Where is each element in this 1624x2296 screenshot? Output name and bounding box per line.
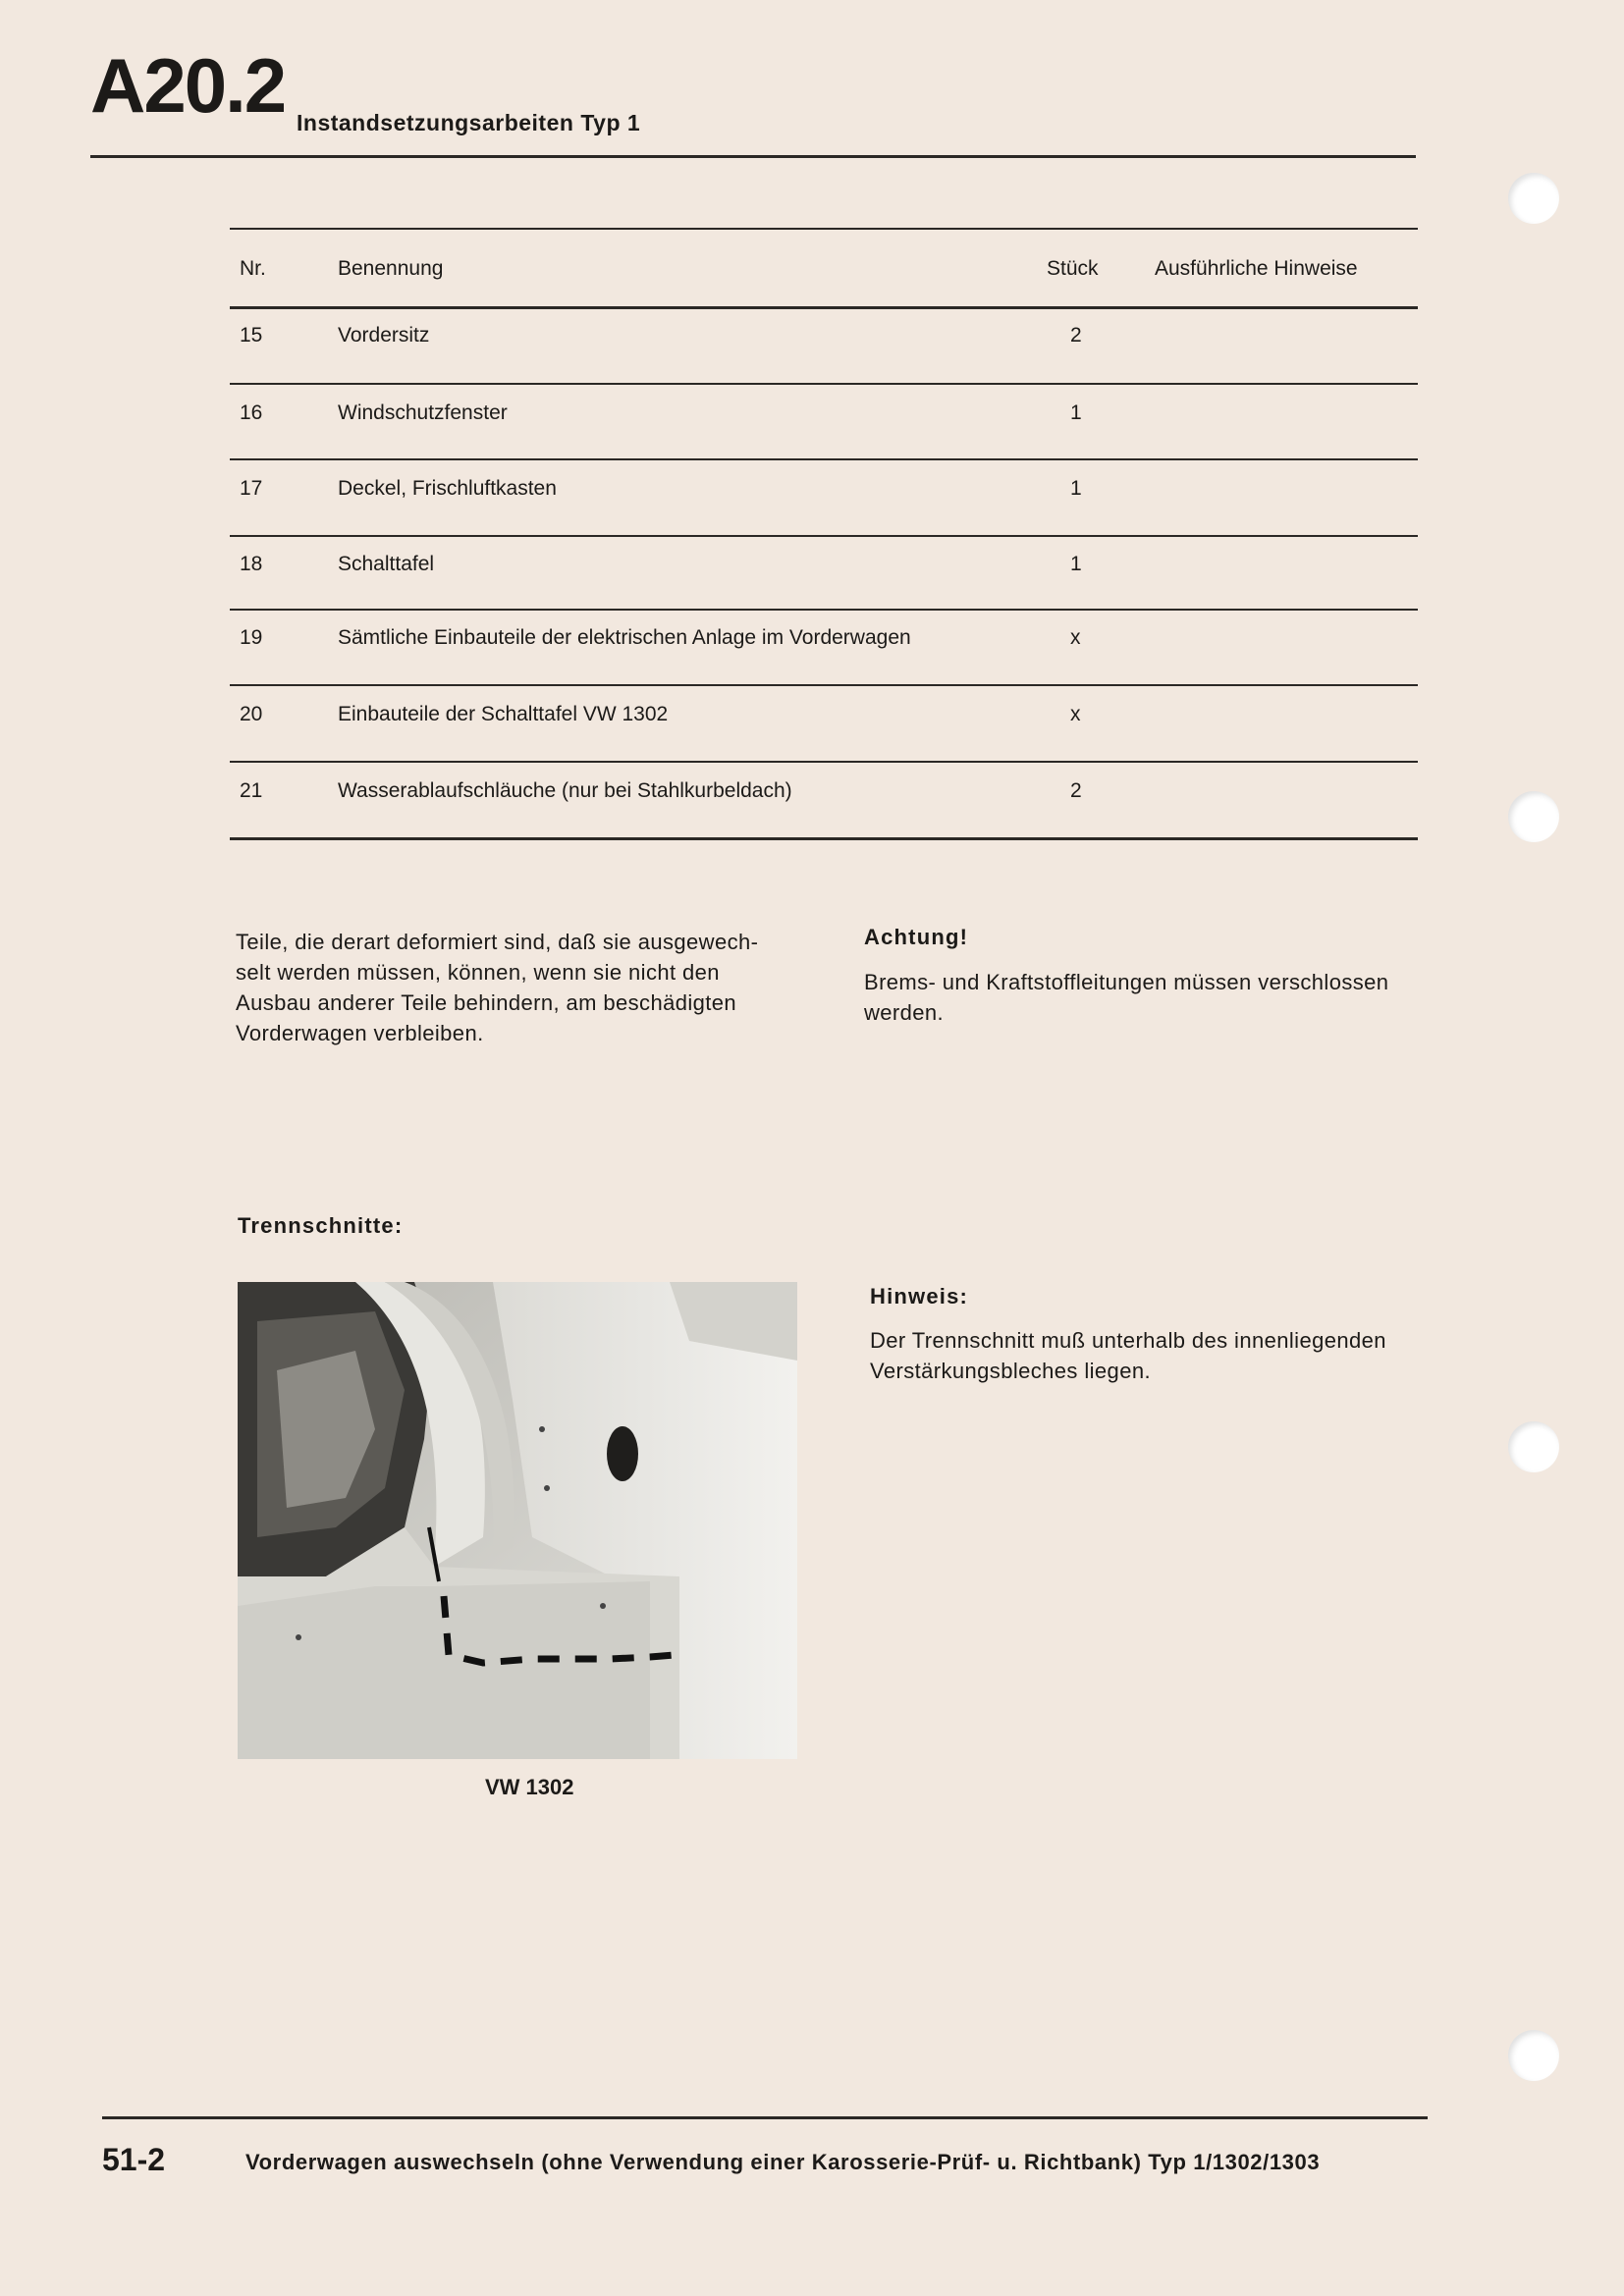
row-name: Schalttafel	[338, 553, 435, 575]
header-rule	[90, 155, 1416, 158]
section-code: A20.2	[90, 42, 286, 129]
row-name: Vordersitz	[338, 324, 430, 347]
column-header-hinweise: Ausführliche Hinweise	[1155, 257, 1358, 280]
row-divider	[230, 609, 1418, 611]
row-divider	[230, 383, 1418, 385]
note-line: Ausbau anderer Teile behindern, am beschädigten	[236, 990, 737, 1015]
note-line: Teile, die derart deformiert sind, daß sie ausgewech-	[236, 930, 759, 954]
row-nr: 17	[240, 477, 263, 500]
hinweis-line: Der Trennschnitt muß unterhalb des innenliegenden	[870, 1328, 1386, 1353]
row-nr: 16	[240, 401, 263, 424]
row-name: Sämtliche Einbauteile der elektrischen Anlage im Vorderwagen	[338, 626, 911, 649]
hinweis-heading: Hinweis:	[870, 1284, 969, 1308]
row-divider	[230, 458, 1418, 460]
row-qty: x	[1070, 703, 1081, 725]
row-name: Wasserablaufschläuche (nur bei Stahlkurbeldach)	[338, 779, 792, 802]
table-header-rule	[230, 306, 1418, 309]
achtung-heading: Achtung!	[864, 925, 969, 949]
column-header-stueck: Stück	[1047, 257, 1099, 280]
footer-rule	[102, 2116, 1428, 2119]
row-qty: 2	[1070, 324, 1082, 347]
page-number: 51-2	[102, 2142, 166, 2177]
row-nr: 20	[240, 703, 263, 725]
photo-vw1302-cut-line	[238, 1282, 797, 1759]
note-line: selt werden müssen, können, wenn sie nicht den	[236, 960, 720, 985]
photo-caption: VW 1302	[485, 1775, 574, 1799]
section-title: Instandsetzungsarbeiten Typ 1	[297, 110, 641, 135]
row-nr: 19	[240, 626, 263, 649]
footer-title: Vorderwagen auswechseln (ohne Verwendung einer Karosserie-Prüf- u. Richtbank) Typ 1/1302/1303	[245, 2150, 1321, 2174]
achtung-line: Brems- und Kraftstoffleitungen müssen verschlossen	[864, 970, 1389, 994]
row-divider	[230, 684, 1418, 686]
achtung-text	[864, 967, 1434, 1028]
binder-hole	[1508, 1421, 1559, 1472]
row-nr: 21	[240, 779, 263, 802]
achtung-line: werden.	[864, 1000, 945, 1025]
row-divider	[230, 761, 1418, 763]
hinweis-line: Verstärkungsbleches liegen.	[870, 1359, 1151, 1383]
row-divider	[230, 535, 1418, 537]
trennschnitte-heading: Trennschnitte:	[238, 1213, 404, 1238]
row-qty: 1	[1070, 553, 1082, 575]
row-qty: 1	[1070, 477, 1082, 500]
hinweis-text	[870, 1325, 1439, 1386]
row-name: Einbauteile der Schalttafel VW 1302	[338, 703, 669, 725]
column-header-benennung: Benennung	[338, 257, 444, 280]
row-qty: 2	[1070, 779, 1082, 802]
deformed-parts-note	[236, 927, 795, 1048]
row-qty: x	[1070, 626, 1081, 649]
table-top-rule	[230, 228, 1418, 230]
table-bottom-rule	[230, 837, 1418, 840]
column-header-nr: Nr.	[240, 257, 266, 280]
binder-hole	[1508, 791, 1559, 842]
row-qty: 1	[1070, 401, 1082, 424]
row-name: Deckel, Frischluftkasten	[338, 477, 557, 500]
binder-hole	[1508, 173, 1559, 224]
row-nr: 15	[240, 324, 263, 347]
row-nr: 18	[240, 553, 263, 575]
binder-hole	[1508, 2030, 1559, 2081]
note-line: Vorderwagen verbleiben.	[236, 1021, 484, 1045]
row-name: Windschutzfenster	[338, 401, 508, 424]
